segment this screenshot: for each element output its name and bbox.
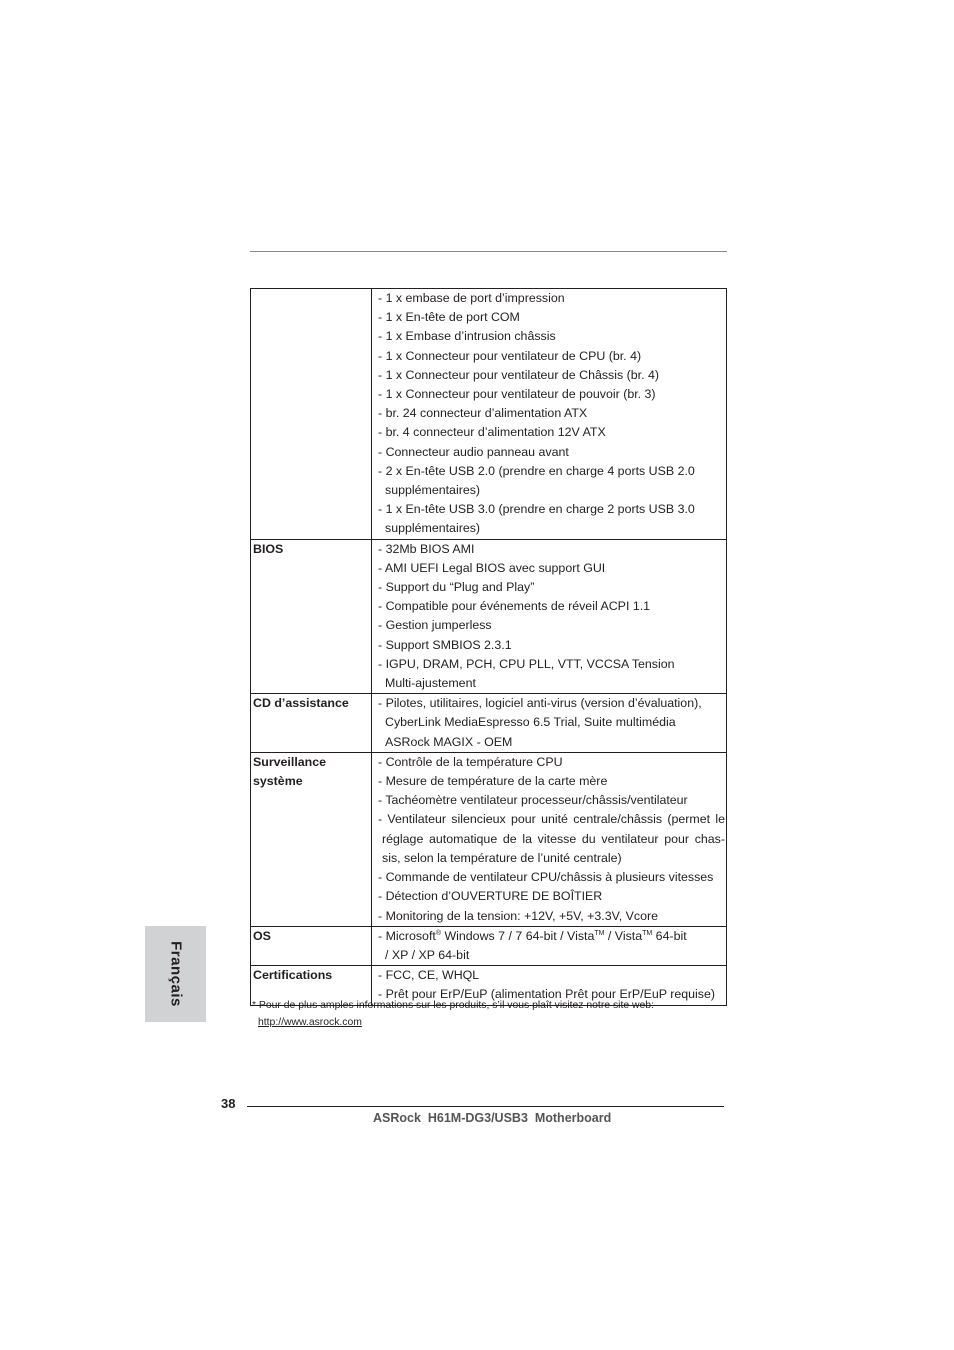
list-item: - Ventilateur silencieux pour unité centrale/châssis (permet le bbox=[378, 812, 725, 827]
list-item: - Monitoring de la tension: +12V, +5V, +3.3V, Vcore bbox=[378, 908, 659, 923]
footer-divider bbox=[247, 1106, 724, 1107]
row-label: Certifications bbox=[251, 966, 372, 1005]
row-label: CD d’assistance bbox=[251, 694, 372, 753]
list-item: - 1 x Connecteur pour ventilateur de pouvoir (br. 3) bbox=[378, 387, 656, 402]
trademark-mark: TM bbox=[594, 929, 605, 937]
table-row bbox=[251, 926, 727, 965]
list-item: supplémentaires) bbox=[385, 483, 481, 498]
list-item: - Tachéomètre ventilateur processeur/châssis/ventilateur bbox=[378, 793, 688, 808]
page-number: 38 bbox=[221, 1096, 236, 1111]
specification-table bbox=[250, 288, 727, 1006]
registered-mark: ® bbox=[435, 929, 441, 937]
row-label: OS bbox=[251, 926, 372, 965]
list-item: - Pilotes, utilitaires, logiciel anti-virus (version d’évaluation), bbox=[378, 696, 702, 711]
os-end: 64-bit bbox=[652, 928, 687, 943]
list-item: supplémentaires) bbox=[385, 521, 481, 536]
list-item: - AMI UEFI Legal BIOS avec support GUI bbox=[378, 560, 606, 575]
list-item: - Connecteur audio panneau avant bbox=[378, 444, 569, 459]
list-item: - 1 x embase de port d’impression bbox=[378, 291, 565, 305]
list-item: - 2 x En-tête USB 2.0 (prendre en charge 4 ports USB 2.0 bbox=[378, 463, 695, 478]
os-versions: 7 / 7 64-bit / Vista bbox=[494, 928, 595, 943]
list-item: sis, selon la température de l’unité centrale) bbox=[382, 850, 622, 865]
table-row bbox=[251, 752, 727, 926]
os-vista: / Vista bbox=[604, 928, 643, 943]
list-item: - 1 x Embase d’intrusion châssis bbox=[378, 329, 556, 344]
list-item: - FCC, CE, WHQL bbox=[378, 968, 480, 983]
table-row bbox=[251, 539, 727, 694]
list-item: - Mesure de température de la carte mère bbox=[378, 774, 608, 789]
row-label-line: système bbox=[253, 774, 303, 789]
list-item: - Support du “Plug and Play” bbox=[378, 580, 535, 595]
footnote bbox=[252, 997, 654, 1031]
list-item: - 1 x Connecteur pour ventilateur de CPU (br. 4) bbox=[378, 348, 642, 363]
row-label bbox=[251, 289, 372, 540]
row-items bbox=[372, 752, 727, 926]
row-label: BIOS bbox=[251, 539, 372, 694]
list-item: - 1 x En-tête de port COM bbox=[378, 310, 520, 325]
os-windows: Windows bbox=[441, 928, 495, 943]
list-item: - Gestion jumperless bbox=[378, 618, 492, 633]
list-item: - Contrôle de la température CPU bbox=[378, 754, 563, 769]
footnote-text: * Pour de plus amples informations sur les produits, s’il vous plaît visitez notre site web: bbox=[252, 1000, 654, 1011]
list-item: ASRock MAGIX - OEM bbox=[385, 734, 513, 749]
row-items bbox=[372, 694, 727, 753]
list-item: - Support SMBIOS 2.3.1 bbox=[378, 637, 512, 652]
list-item: - 1 x Connecteur pour ventilateur de Châssis (br. 4) bbox=[378, 367, 659, 382]
row-items bbox=[372, 926, 727, 965]
website-link[interactable]: http://www.asrock.com bbox=[258, 1017, 362, 1028]
os-line-2: / XP / XP 64-bit bbox=[385, 947, 470, 962]
list-item: CyberLink MediaEspresso 6.5 Trial, Suite multimédia bbox=[385, 715, 676, 730]
list-item: - Détection d’OUVERTURE DE BOÎTIER bbox=[378, 889, 603, 904]
row-items bbox=[372, 289, 727, 540]
top-divider bbox=[250, 251, 727, 252]
table-row bbox=[251, 289, 727, 540]
language-tab-label: Français bbox=[167, 941, 184, 1007]
language-tab bbox=[145, 926, 206, 1022]
list-item: - 1 x En-tête USB 3.0 (prendre en charge 2 ports USB 3.0 bbox=[378, 502, 695, 517]
row-label bbox=[251, 752, 372, 926]
footer-title: ASRock H61M-DG3/USB3 Motherboard bbox=[373, 1111, 612, 1125]
list-item: Multi-ajustement bbox=[385, 676, 476, 691]
list-item: - br. 24 connecteur d’alimentation ATX bbox=[378, 406, 588, 421]
row-label-line: Surveillance bbox=[253, 754, 327, 769]
list-item: - br. 4 connecteur d’alimentation 12V ATX bbox=[378, 425, 606, 440]
list-item: réglage automatique de la vitesse du ventilateur pour chas- bbox=[382, 831, 725, 846]
os-prefix: - Microsoft bbox=[378, 928, 436, 943]
os-line bbox=[378, 927, 725, 946]
trademark-mark: TM bbox=[642, 929, 653, 937]
list-item: - Compatible pour événements de réveil ACPI 1.1 bbox=[378, 599, 651, 614]
list-item: - Prêt pour ErP/EuP (alimentation Prêt pour ErP/EuP requise) bbox=[378, 987, 716, 1002]
list-item: - IGPU, DRAM, PCH, CPU PLL, VTT, VCCSA Tension bbox=[378, 656, 675, 671]
list-item: - 32Mb BIOS AMI bbox=[378, 541, 475, 556]
list-item: - Commande de ventilateur CPU/châssis à plusieurs vitesses bbox=[378, 870, 714, 885]
table-row bbox=[251, 694, 727, 753]
row-items bbox=[372, 539, 727, 694]
